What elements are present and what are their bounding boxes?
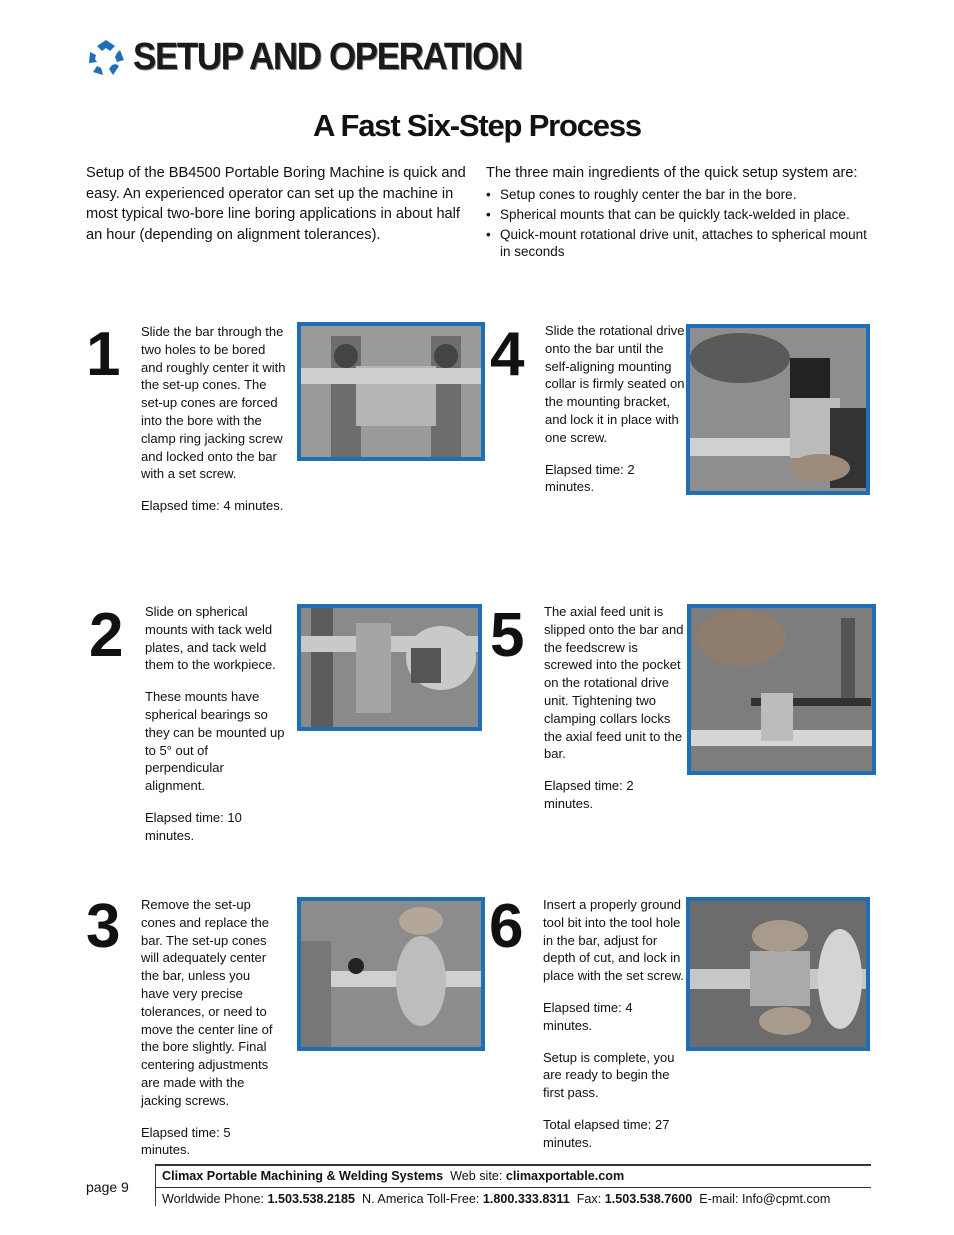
step-paragraph: Elapsed time: 2 minutes. [545,461,635,495]
footer-rule [155,1187,871,1188]
footer-company-line [162,1169,624,1183]
section-title: SETUP AND OPERATION [133,36,522,78]
tollfree-number: 1.800.333.8311 [482,1192,570,1206]
email-address[interactable]: Info@cpmt.com [741,1192,831,1206]
ingredients-lead: The three main ingredients of the quick setup system are: [486,165,858,181]
ingredients-list [486,186,876,260]
climax-logo-icon [86,38,126,78]
step-number: 5 [490,601,523,670]
website-link[interactable]: climaxportable.com [505,1169,625,1183]
website-label: Web site: [450,1169,503,1183]
tollfree-label: N. America Toll-Free: [362,1192,480,1206]
step-number: 6 [489,892,522,961]
page-heading: A Fast Six-Step Process [313,108,641,143]
step-text [145,603,285,859]
step-text [141,323,289,529]
footer-divider [155,1164,156,1206]
step-paragraph: Total elapsed time: 27 minutes. [543,1116,670,1150]
list-item: • Quick-mount rotational drive unit, attaches to spherical mount in seconds [486,226,876,260]
step-paragraph: Slide on spherical mounts with tack weld plates, and tack weld them to the workpiece. [145,604,276,673]
step-text [543,896,685,1166]
step-photo [686,324,870,495]
fax-label: Fax: [576,1192,602,1206]
step-paragraph: These mounts have spherical bearings so they can be mounted up to 5° out of perpendicular alignment. [145,689,285,794]
step-photo [687,604,876,775]
step-number: 2 [89,601,122,670]
company-name: Climax Portable Machining & Welding Systems [162,1169,444,1183]
step-paragraph: The axial feed unit is slipped onto the bar and the feedscrew is screwed into the pocket on the rotational drive unit. Tightening two clamping collars locks the axial feed unit to the bar. [544,604,684,762]
step-paragraph: Elapsed time: 4 minutes. [141,498,284,514]
step-paragraph: Slide the rotational drive onto the bar until the self-aligning mounting collar is firmly seated on the mounting bracket, and lock it in place with one screw. [545,323,685,445]
ingredients-block [486,163,876,263]
step-number: 3 [86,892,119,961]
fax-number: 1.503.538.7600 [604,1192,693,1206]
step-paragraph: Elapsed time: 4 minutes. [543,999,633,1033]
step-photo [297,897,485,1051]
footer-rule [155,1164,871,1166]
phone-label: Worldwide Phone: [162,1192,264,1206]
step-text [544,603,684,827]
step-paragraph: Setup is complete, you are ready to begin the first pass. [543,1049,675,1101]
step-photo [686,897,870,1051]
phone-number: 1.503.538.2185 [267,1192,356,1206]
email-label: E-mail: [699,1192,739,1206]
step-photo [297,322,485,461]
intro-paragraph: Setup of the BB4500 Portable Boring Machine is quick and easy. An experienced operator can set up the machine in most typical two-bore line boring applications in about half an hour (depending on alignment tolerances). [86,165,466,243]
step-photo [297,604,482,731]
step-number: 1 [86,320,119,389]
list-item: • Spherical mounts that can be quickly tack-welded in place. [486,206,876,223]
page-number: page 9 [86,1179,129,1195]
list-item: • Setup cones to roughly center the bar in the bore. [486,186,876,203]
step-text [141,896,281,1173]
step-paragraph: Elapsed time: 10 minutes. [145,809,242,843]
step-paragraph: Remove the set-up cones and replace the bar. The set-up cones will adequately center the bar, unless you have very precise tolerances, or need to move the center line of the bore slightly. Final centering adjustments are made with the jacking screws. [141,897,273,1108]
step-paragraph: Elapsed time: 5 minutes. [141,1124,231,1158]
step-text [545,322,687,510]
step-paragraph: Insert a properly ground tool bit into the tool hole in the bar, adjust for depth of cut, and lock in place with the set screw. [543,897,684,984]
footer-contact-line [162,1192,830,1206]
step-paragraph: Elapsed time: 2 minutes. [544,778,634,811]
step-number: 4 [490,320,523,389]
step-paragraph: Slide the bar through the two holes to be bored and roughly center it with the set-up cones. The set-up cones are forced into the bore with the clamp ring jacking screw and locked onto the bar with a set screw. [141,324,286,482]
